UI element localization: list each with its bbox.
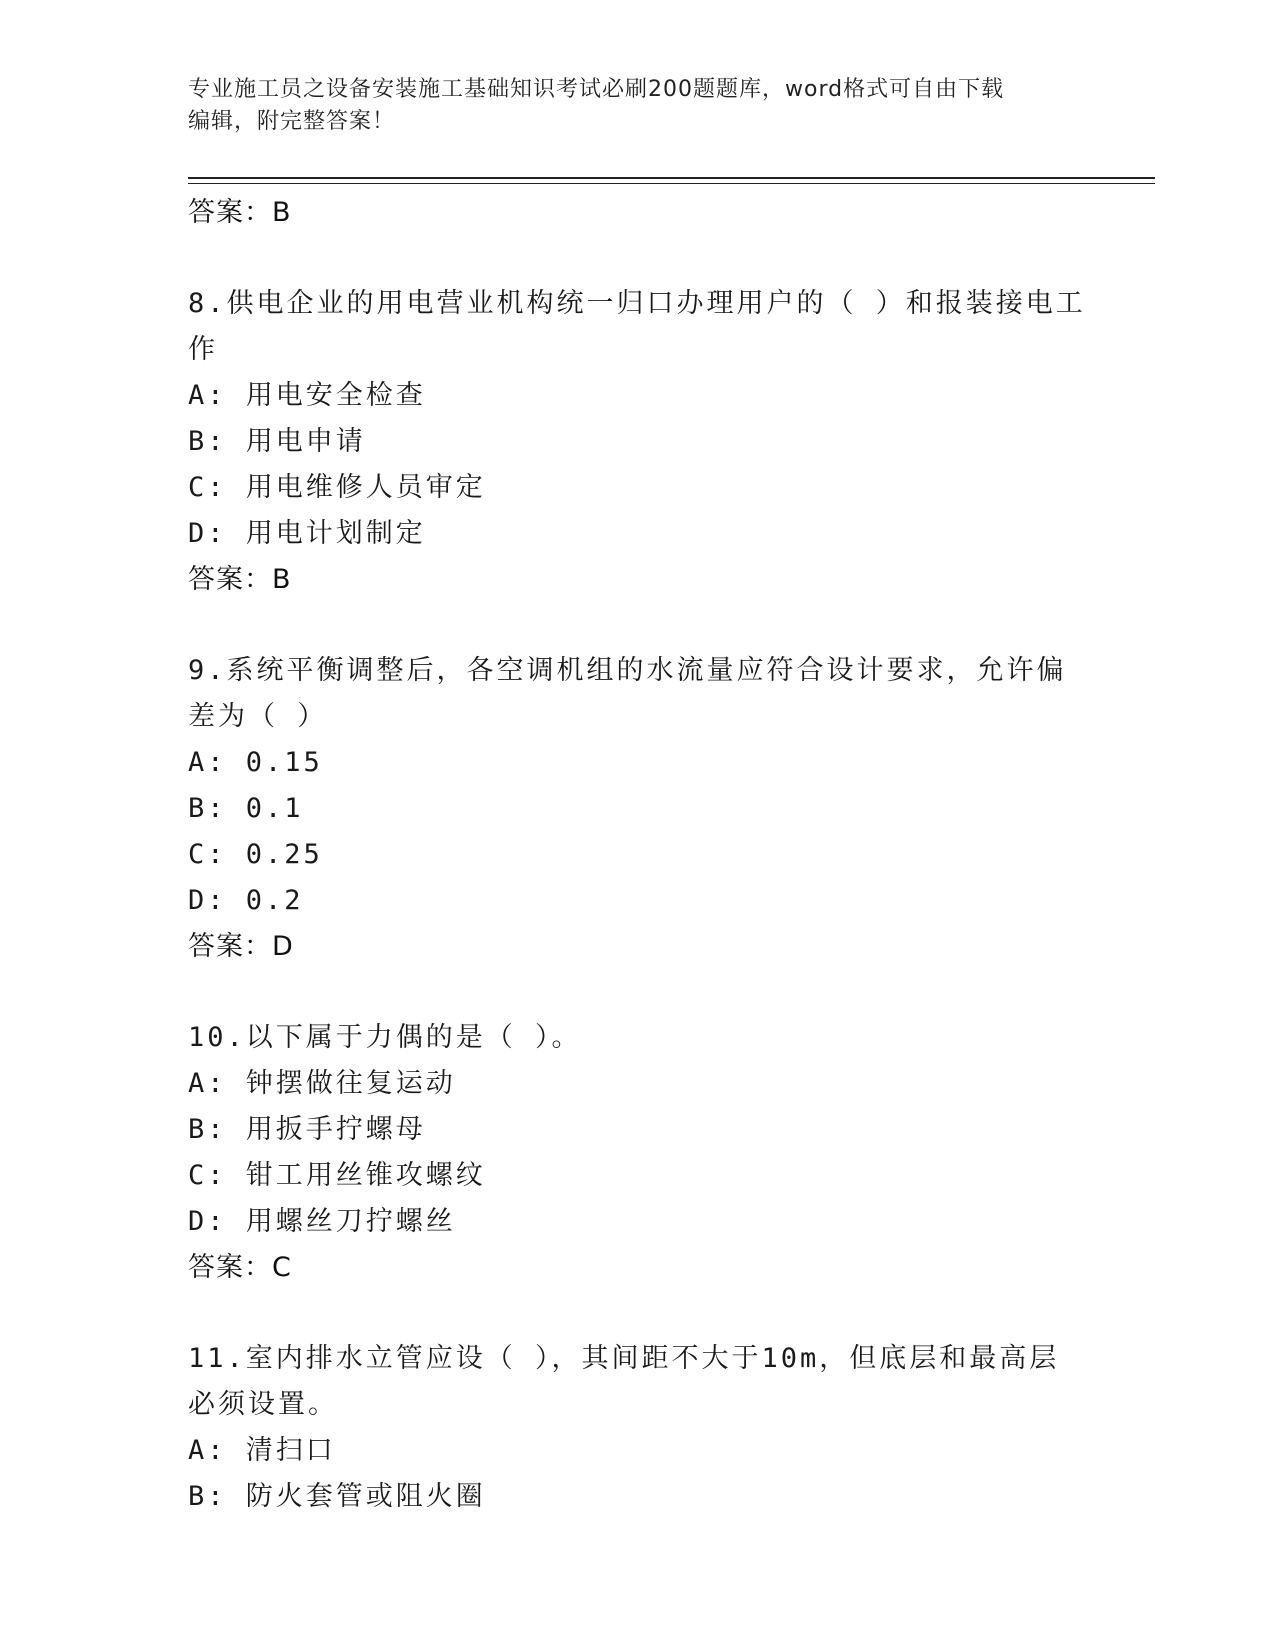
- option-d: D: 用电计划制定: [188, 518, 426, 549]
- option-d: D: 用螺丝刀拧螺丝: [188, 1206, 456, 1237]
- option-a: A: 清扫口: [188, 1435, 336, 1466]
- option-a: A: 钟摆做往复运动: [188, 1068, 456, 1099]
- question-stem: 11.室内排水立管应设（ ），其间距不大于10m，但底层和最高层必须设置。: [188, 1343, 1060, 1420]
- option-d: D: 0.2: [188, 885, 304, 916]
- question-stem: 8.供电企业的用电营业机构统一归口办理用户的（ ）和报装接电工作: [188, 288, 1086, 365]
- question-10: [188, 1015, 1088, 1291]
- answer-label: 答案：B: [188, 197, 292, 228]
- header-divider-thin: [188, 183, 1155, 184]
- question-9: [188, 648, 1088, 970]
- answer-label: 答案：B: [188, 564, 292, 595]
- header-divider-thick: [188, 177, 1155, 179]
- option-c: C: 0.25: [188, 839, 323, 870]
- answer-label: 答案：C: [188, 1252, 292, 1283]
- header-title-line-1: 专业施工员之设备安装施工基础知识考试必刷200题题库，word格式可自由下载: [188, 77, 1005, 102]
- question-spacer: [188, 970, 1088, 1015]
- option-b: B: 用电申请: [188, 426, 366, 457]
- question-11: [188, 1336, 1088, 1520]
- option-b: B: 0.1: [188, 793, 304, 824]
- question-list: [188, 190, 1088, 1520]
- answer-label: 答案：D: [188, 931, 294, 962]
- option-a: A: 0.15: [188, 747, 323, 778]
- option-c: C: 钳工用丝锥攻螺纹: [188, 1160, 486, 1191]
- question-spacer: [188, 603, 1088, 648]
- question-stem: 9.系统平衡调整后，各空调机组的水流量应符合设计要求，允许偏差为（ ）: [188, 655, 1067, 732]
- question-8: [188, 281, 1088, 603]
- question-spacer: [188, 236, 1088, 281]
- header-title-line-2: 编辑，附完整答案！: [188, 109, 396, 134]
- question-spacer: [188, 1291, 1088, 1336]
- document-header: [188, 74, 1068, 138]
- option-a: A: 用电安全检查: [188, 380, 426, 411]
- option-c: C: 用电维修人员审定: [188, 472, 486, 503]
- option-b: B: 防火套管或阻火圈: [188, 1481, 486, 1512]
- question-stem: 10.以下属于力偶的是（ ）。: [188, 1022, 582, 1053]
- option-b: B: 用扳手拧螺母: [188, 1114, 426, 1145]
